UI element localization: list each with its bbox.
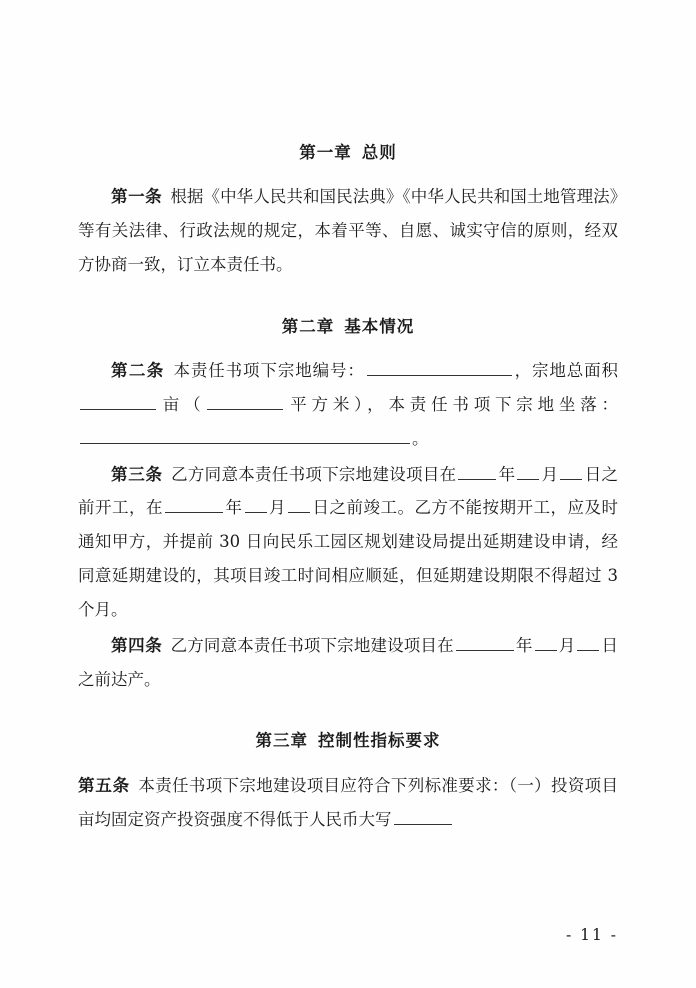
clause-1-paragraph xyxy=(78,180,618,281)
chapter-heading-3 xyxy=(78,728,618,754)
clause-3-text-part-3: 月 xyxy=(541,464,559,484)
blank-field-end-month[interactable] xyxy=(245,497,267,513)
blank-field-production-month[interactable] xyxy=(535,635,557,651)
chapter-2-title: 基本情况 xyxy=(344,316,415,336)
clause-1-label: 第一条 xyxy=(111,187,163,207)
blank-field-area-mu[interactable] xyxy=(80,394,156,410)
clause-3-text-part-2: 年 xyxy=(498,464,516,484)
blank-field-production-day[interactable] xyxy=(577,635,599,651)
blank-field-start-year[interactable] xyxy=(458,464,496,480)
clause-4-text-part-1: 乙方同意本责任书项下宗地建设项目在 xyxy=(170,635,454,655)
chapter-1-number: 第一章 xyxy=(299,143,352,162)
blank-field-end-year[interactable] xyxy=(165,497,223,513)
blank-field-end-day[interactable] xyxy=(288,497,310,513)
clause-2-paragraph xyxy=(78,354,618,455)
blank-field-start-day[interactable] xyxy=(560,464,582,480)
clause-5-text-part-1: 本责任书项下宗地建设项目应符合下列标准要求：（一）投资项目亩均固定资产投资强度不得低于人民币大写 xyxy=(78,775,619,829)
clause-2-text-part-2: ，宗地总面积 xyxy=(513,361,619,381)
chapter-3-title: 控制性指标要求 xyxy=(318,731,441,751)
clause-4-text-part-2: 年 xyxy=(515,635,533,655)
clause-4-label: 第四条 xyxy=(111,635,163,655)
clause-3-label: 第三条 xyxy=(111,464,163,484)
blank-field-location[interactable] xyxy=(80,428,410,444)
chapter-2-number: 第二章 xyxy=(281,316,335,336)
clause-5-paragraph xyxy=(78,769,618,837)
clause-3-paragraph xyxy=(78,458,618,627)
page-number: - 11 - xyxy=(565,926,618,944)
clause-3-text-part-4: 日之前开工，在 xyxy=(78,464,619,518)
clause-2-text-part-1: 本责任书项下宗地编号： xyxy=(172,361,365,381)
clause-4-text-part-3: 月 xyxy=(558,635,576,655)
chapter-3-number: 第三章 xyxy=(255,731,308,751)
clause-4-text-part-4: 日之前达产。 xyxy=(78,635,619,689)
clause-3-text-part-5: 年 xyxy=(225,498,243,518)
clause-2-text-part-3: 亩（ xyxy=(158,395,206,415)
blank-field-investment-intensity[interactable] xyxy=(394,809,452,825)
document-body xyxy=(78,140,618,838)
blank-field-area-sqm[interactable] xyxy=(207,394,283,410)
clause-2-text-part-5: 。 xyxy=(412,428,429,448)
clause-3-text-part-1: 乙方同意本责任书项下宗地建设项目在 xyxy=(170,464,457,484)
clause-2-label: 第二条 xyxy=(111,361,165,381)
blank-field-start-month[interactable] xyxy=(517,464,539,480)
clause-3-text-part-6: 月 xyxy=(268,498,286,518)
clause-2-text-part-4: 平方米），本责任书项下宗地坐落： xyxy=(285,395,619,415)
clause-1-text: 根据《中华人民共和国民法典》《中华人民共和国土地管理法》等有关法律、行政法规的规定，本着平等、自愿、诚实守信的原则，经双方协商一致，订立本责任书。 xyxy=(78,187,619,275)
chapter-1-title: 总则 xyxy=(361,143,397,162)
chapter-heading-2 xyxy=(78,314,618,340)
blank-field-land-number[interactable] xyxy=(367,360,512,376)
blank-field-production-year[interactable] xyxy=(456,635,514,651)
clause-3-text-part-7: 日之前竣工。乙方不能按期开工，应及时通知甲方，并提前 30 日向民乐工园区规划建设局提出延期建设申请，经同意延期建设的，其项目竣工时间相应顺延，但延期建设期限不得超过 3 个月。 xyxy=(78,498,618,619)
chapter-heading-1 xyxy=(78,140,618,166)
clause-5-label: 第五条 xyxy=(78,775,131,795)
clause-4-paragraph xyxy=(78,629,618,697)
